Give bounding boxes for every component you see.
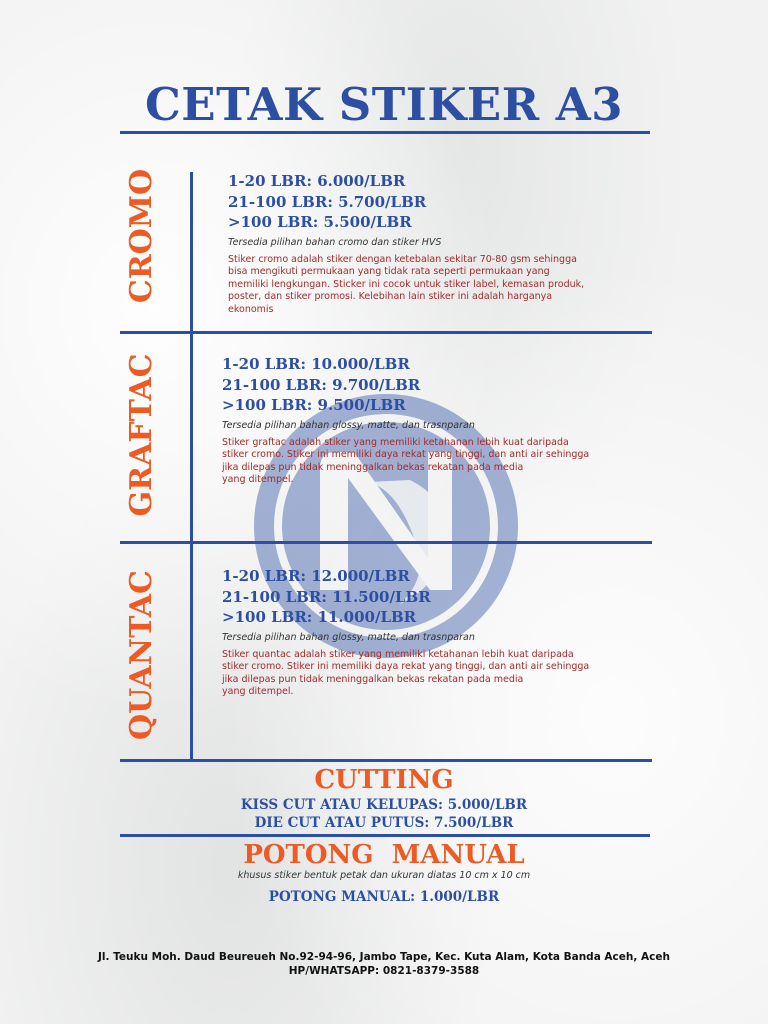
description-line: poster, dan stiker promosi. Kelebihan lain stiker ini adalah harganya xyxy=(228,291,553,302)
material-note: Tersedia pilihan bahan glossy, matte, dan trasnparan xyxy=(222,631,475,643)
section-divider-4 xyxy=(120,834,650,837)
price-tier-3: >100 LBR: 9.500/LBR xyxy=(222,396,406,414)
section-quantac xyxy=(222,566,644,699)
description-line: yang ditempel. xyxy=(222,474,294,485)
title-underline xyxy=(120,131,650,134)
description-line: Stiker graftac adalah stiker yang memiliki ketahanan lebih kuat daripada xyxy=(222,436,569,448)
potong-manual-note: khusus stiker bentuk petak dan ukuran diatas 10 cm x 10 cm xyxy=(237,870,531,881)
section-divider-2 xyxy=(120,541,652,544)
description-line: ekonomis xyxy=(228,303,274,315)
price-tier-2: 21-100 LBR: 5.700/LBR xyxy=(228,192,427,211)
price-tier-1: 1-20 LBR: 12.000/LBR xyxy=(222,567,410,585)
section-description xyxy=(222,437,644,487)
section-divider-3 xyxy=(120,759,652,762)
description-line: stiker cromo. Stiker ini memiliki daya rekat yang tinggi, dan anti air sehingga xyxy=(222,449,590,460)
description-line: memiliki lengkungan. Sticker ini cocok untuk stiker label, kemasan produk, xyxy=(228,278,585,290)
footer-address: Jl. Teuku Moh. Daud Beureueh No.92-94-96, Jambo Tape, Kec. Kuta Alam, Kota Banda Aceh, Aceh xyxy=(98,951,670,963)
price-tier-1: 1-20 LBR: 10.000/LBR xyxy=(222,355,410,373)
footer-phone: HP/WHATSAPP: 0821-8379-3588 xyxy=(288,965,480,977)
price-tier-2: 21-100 LBR: 11.500/LBR xyxy=(222,587,431,606)
page-title: CETAK STIKER A3 xyxy=(144,78,624,131)
price-tier-1: 1-20 LBR: 6.000/LBR xyxy=(228,172,406,190)
potong-manual-title: POTONG MANUAL xyxy=(243,840,525,870)
section-cromo xyxy=(228,171,650,316)
description-line: yang ditempel. xyxy=(222,686,294,697)
description-line: jika dilepas pun tidak meninggalkan bekas rekatan pada media xyxy=(222,673,524,685)
section-label-cromo: CROMO xyxy=(124,168,159,304)
cutting-die-cut-price: DIE CUT ATAU PUTUS: 7.500/LBR xyxy=(254,815,514,831)
section-graftac xyxy=(222,354,644,487)
section-divider-vertical xyxy=(190,172,193,760)
description-line: stiker cromo. Stiker ini memiliki daya rekat yang tinggi, dan anti air sehingga xyxy=(222,661,590,672)
section-label-graftac: GRAFTAC xyxy=(124,353,159,517)
price-tier-3: >100 LBR: 11.000/LBR xyxy=(222,608,417,626)
section-description xyxy=(222,649,644,699)
description-line: Stiker quantac adalah stiker yang memiliki ketahanan lebih kuat daripada xyxy=(222,648,574,660)
section-label-quantac: QUANTAC xyxy=(124,570,159,740)
cutting-kiss-cut-price: KISS CUT ATAU KELUPAS: 5.000/LBR xyxy=(240,797,528,813)
description-line: bisa mengikuti permukaan yang tidak rata seperti permukaan yang xyxy=(228,266,550,277)
price-tier-2: 21-100 LBR: 9.700/LBR xyxy=(222,375,421,394)
description-line: jika dilepas pun tidak meninggalkan bekas rekatan pada media xyxy=(222,461,524,473)
material-note: Tersedia pilihan bahan cromo dan stiker HVS xyxy=(228,236,442,248)
potong-manual-price: POTONG MANUAL: 1.000/LBR xyxy=(268,889,500,905)
cutting-title: CUTTING xyxy=(314,765,454,795)
material-note: Tersedia pilihan bahan glossy, matte, dan trasnparan xyxy=(222,419,475,431)
section-divider-1 xyxy=(120,331,652,334)
description-line: Stiker cromo adalah stiker dengan ketebalan sekitar 70-80 gsm sehingga xyxy=(228,253,577,265)
price-tier-3: >100 LBR: 5.500/LBR xyxy=(228,213,412,231)
section-description xyxy=(228,254,650,317)
